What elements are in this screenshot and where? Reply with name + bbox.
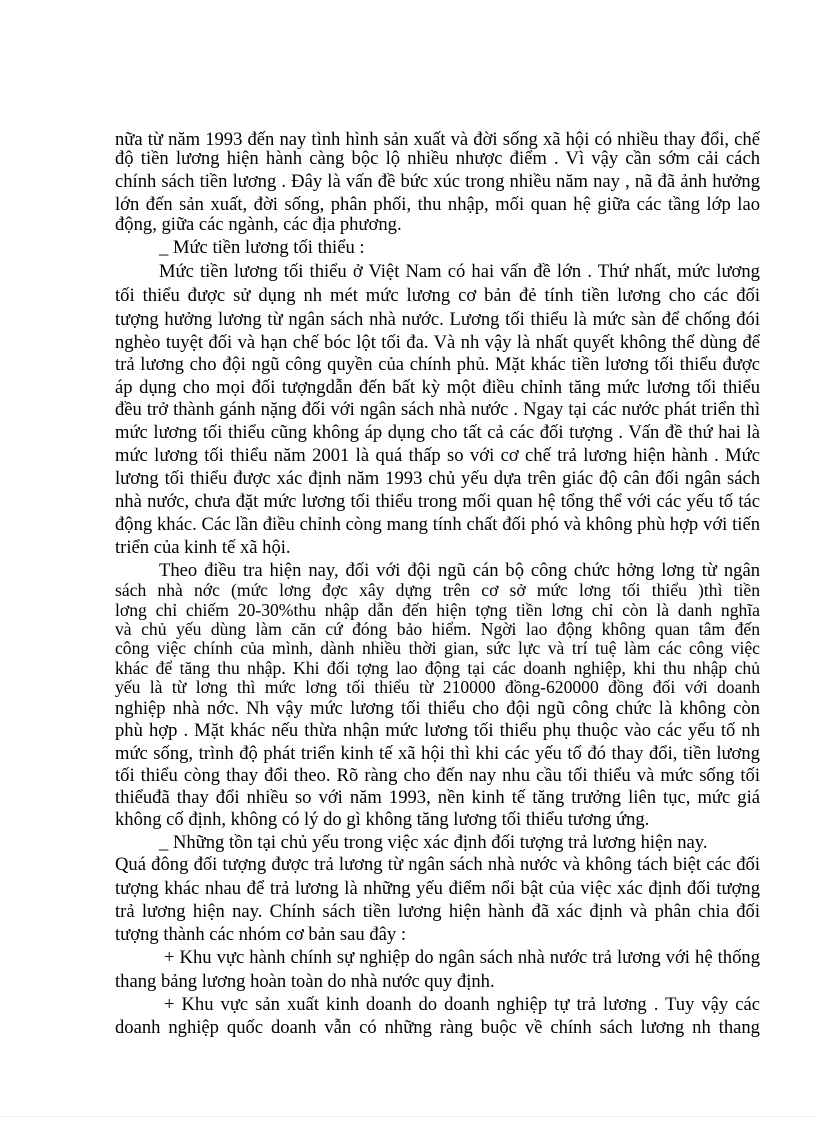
section-heading: _ Những tồn tại chủ yếu trong việc xác định đối tượng trả lương hiện nay. bbox=[159, 832, 708, 853]
text-line: công việc chính của mình, dành nhiều thời gian, sức lực và trí tuệ làm các công việc bbox=[115, 638, 760, 658]
text-line: nhà nước, chưa đặt mức lương tối thiểu trong mối quan hệ tổng thể với các yếu tố tác bbox=[115, 491, 760, 512]
text-line: doanh nghiệp quốc doanh vẫn có những ràng buộc về chính sách lương nh thang bbox=[115, 1017, 760, 1038]
text-line: khác để tăng thu nhập. Khi đối tợng lao động tại các doanh nghiệp, khi thu nhập chủ bbox=[115, 658, 760, 678]
page-bottom-divider bbox=[0, 1116, 816, 1117]
text-line: tối thiểu được sử dụng nh mét mức lương cơ bản đẻ tính tiền lương cho các đối bbox=[115, 285, 760, 306]
text-line: mức lương tối thiểu năm 2001 là quá thấp so với cơ chế trả lương hiện hành . Mức bbox=[115, 445, 760, 466]
section-heading: _ Mức tiền lương tối thiểu : bbox=[159, 237, 365, 258]
text-line: lương tối thiểu được xác định năm 1993 chủ yếu dựa trên giác độ cân đối ngân sách bbox=[115, 468, 760, 489]
text-line: và chủ yếu dùng làm căn cứ đóng bảo hiểm. Ngời lao động không quan tâm đến bbox=[115, 619, 760, 639]
text-line: sách nhà nớc (mức lơng đợc xây dựng trên cơ sở mức lơng tối thiểu )thì tiền bbox=[115, 580, 760, 600]
text-line: lớn đến sản xuất, đời sống, phân phối, thu nhập, mối quan hệ giữa các tầng lớp lao bbox=[115, 194, 760, 215]
text-line: nghiệp nhà nớc. Nh vậy mức lương tối thiểu cho đội ngũ công chức là không còn bbox=[115, 698, 760, 719]
text-line: thiểuđã thay đổi nhiều so với năm 1993, nền kinh tế tăng trưởng liên tục, mức giá bbox=[115, 787, 760, 808]
text-line: không cố định, không có lý do gì không tăng lương tối thiểu tương ứng. bbox=[115, 809, 650, 830]
text-line: Theo điều tra hiện nay, đối với đội ngũ cán bộ công chức hởng lơng từ ngân bbox=[159, 560, 760, 581]
list-item: + Khu vực sản xuất kinh doanh do doanh nghiệp tự trả lương . Tuy vậy các bbox=[164, 994, 760, 1015]
text-line: nghèo tuyệt đối và hạn chế bóc lột tối đa. Và nh vậy là nhất quyết không thể dùng để bbox=[115, 332, 760, 353]
text-line: tượng khác nhau để trả lương là những yếu điểm nổi bật của việc xác định đối tượng bbox=[115, 878, 760, 899]
text-line: tối thiểu còng thay đổi theo. Rõ ràng cho đến nay nhu cầu tối thiểu và mức sống tối bbox=[115, 765, 760, 786]
text-line: mức lương tối thiểu cũng không áp dụng cho tất cả các đối tượng . Vấn đề thứ hai là bbox=[115, 422, 760, 443]
text-line: tượng thành các nhóm cơ bản sau đây : bbox=[115, 924, 407, 945]
text-line: nữa từ năm 1993 đến nay tình hình sản xuất và đời sống xã hội có nhiều thay đổi, chế bbox=[115, 129, 760, 150]
text-line: mức sống, trình độ phát triển kinh tế xã hội thì khi các yếu tố đó thay đổi, tiền lương bbox=[115, 743, 760, 764]
text-line: động, giữa các ngành, các địa phương. bbox=[115, 214, 402, 235]
text-line: phù hợp . Mặt khác nếu thừa nhận mức lương tối thiểu phụ thuộc vào các yếu tố nh bbox=[115, 720, 760, 741]
text-line: Mức tiền lương tối thiểu ở Việt Nam có hai vấn đề lớn . Thứ nhất, mức lương bbox=[159, 261, 760, 282]
text-line: trả lương cho đội ngũ công quyền của chính phủ. Mặt khác tiền lương tối thiểu được bbox=[115, 354, 760, 375]
text-line: yếu là từ lơng thì mức lơng tối thiểu từ 210000 đồng-620000 đồng đối với doanh bbox=[115, 677, 760, 697]
text-line: trả lương hiện nay. Chính sách tiền lương hiện hành đã xác định và phân chia đối bbox=[115, 901, 760, 922]
text-line: thang bảng lương hoàn toàn do nhà nước quy định. bbox=[115, 971, 495, 992]
list-item: + Khu vực hành chính sự nghiệp do ngân sách nhà nước trả lương với hệ thống bbox=[164, 947, 760, 968]
text-line: độ tiền lương hiện hành càng bộc lộ nhiều nhược điểm . Vì vậy cần sớm cải cách bbox=[115, 148, 760, 169]
text-line: Quá đông đối tượng được trả lương từ ngân sách nhà nước và không tách biệt các đối bbox=[115, 854, 760, 875]
text-line: chính sách tiền lương . Đây là vấn đề bức xúc trong nhiều năm nay , nã đã ảnh hưởng bbox=[115, 171, 760, 192]
text-line: động khác. Các lần điều chỉnh còng mang tính chất đối phó và không phù hợp với tiến bbox=[115, 514, 760, 535]
text-line: đều trở thành gánh nặng đối với ngân sách nhà nước . Ngay tại các nước phát triển thì bbox=[115, 399, 760, 420]
text-line: triển của kinh tế xã hội. bbox=[115, 537, 291, 558]
text-line: áp dụng cho mọi đối tượngdẫn đến bất kỳ một điều chỉnh tăng mức lương tối thiểu bbox=[115, 377, 760, 398]
text-line: tượng hưởng lương từ ngân sách nhà nước. Lương tối thiểu là mức sàn để chống đói bbox=[115, 309, 760, 330]
text-line: lơng chỉ chiếm 20-30%thu nhập dẫn đến hiện tợng tiền lơng chỉ còn là danh nghĩa bbox=[115, 600, 760, 620]
